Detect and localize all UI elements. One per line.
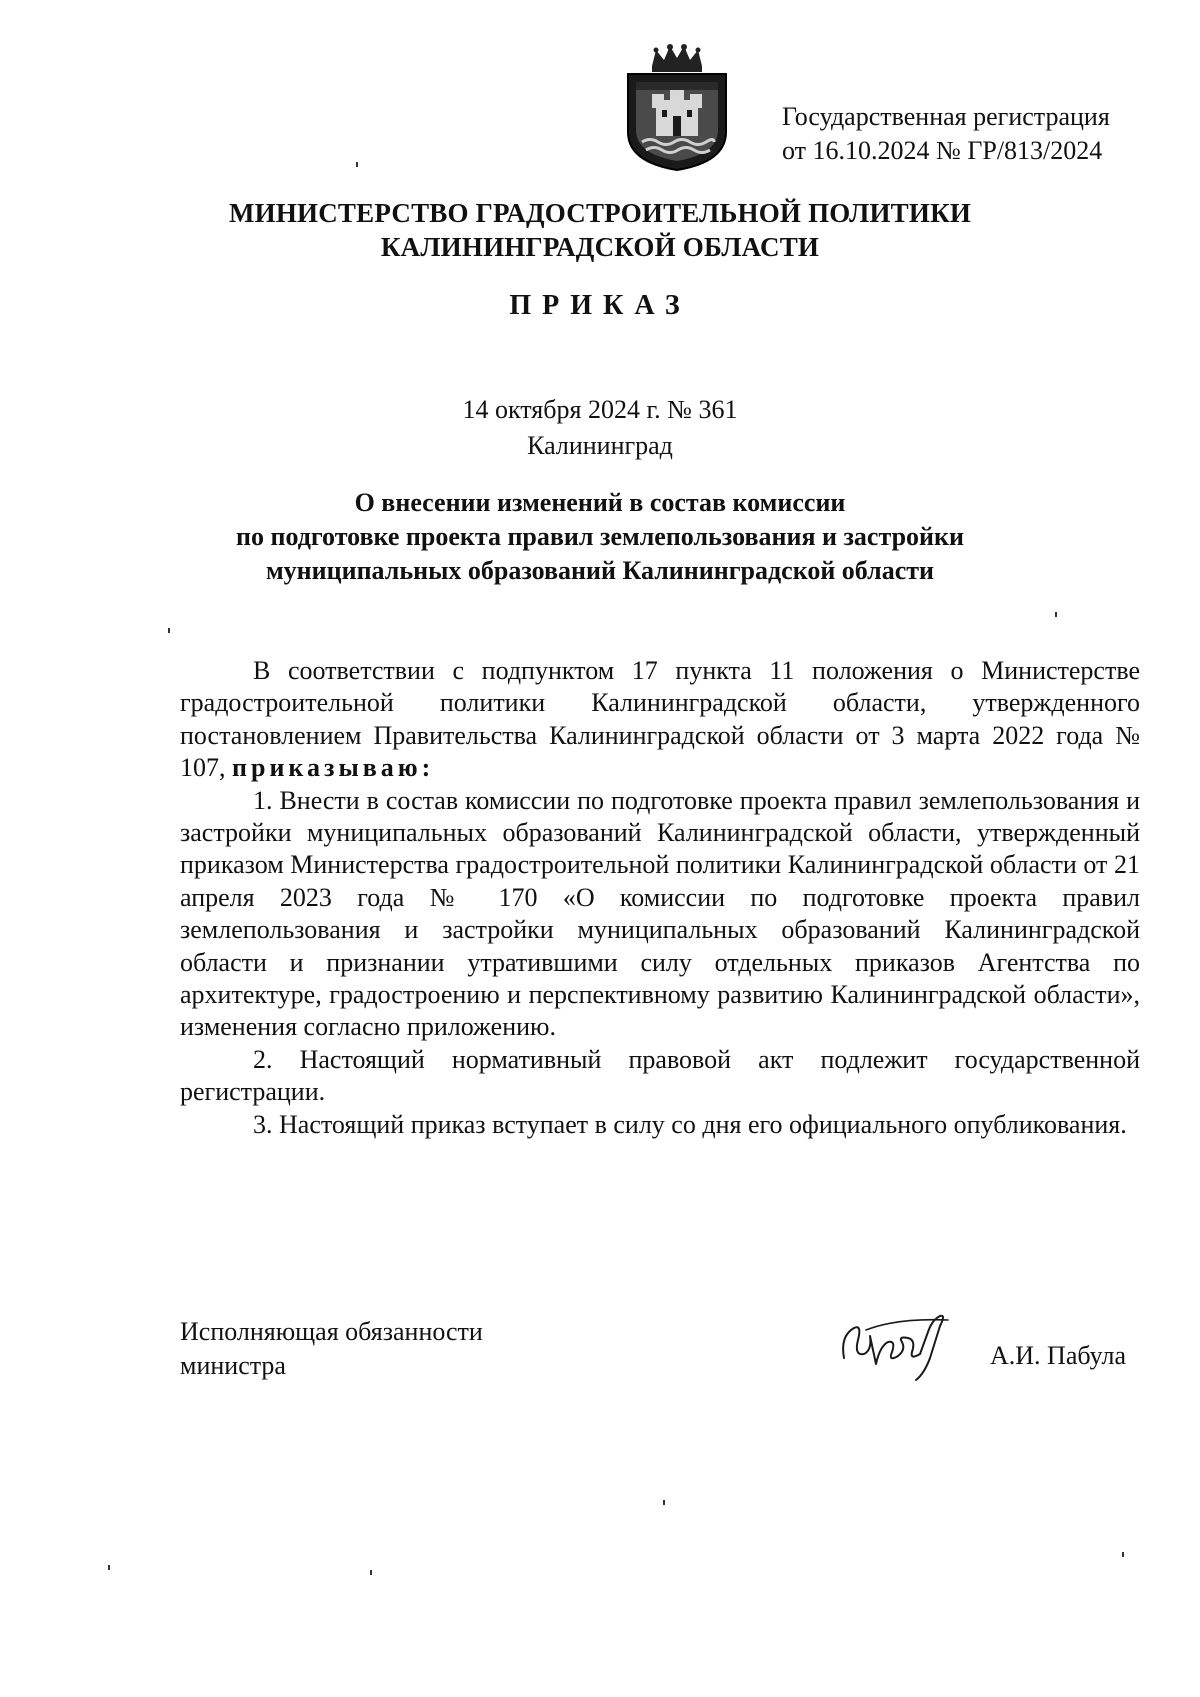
order-item-1: 1. Внести в состав комиссии по подготовке проекта правил землепользования и застройки муниципальных образований Калининградской области, утвержденный приказом Министерства градостроительной политики Калининградской области от 21 апреля 2023 года № 170 «О комиссии по подготовке проекта правил землепользования и застройки муниципальных образований Калининградской области и признании утратившими силу отдельных приказов Агентства по архитектуре, градостроению и перспективному развитию Калининградской области», изменения согласно приложению. bbox=[180, 785, 1140, 1042]
ministry-title bbox=[0, 196, 1200, 264]
preamble-paragraph bbox=[180, 655, 1140, 785]
document-type-heading: ПРИКАЗ bbox=[509, 290, 691, 321]
order-item-3: 3. Настоящий приказ вступает в силу со дня его официального опубликования. bbox=[253, 1109, 1127, 1139]
signatory-position bbox=[180, 1315, 600, 1383]
scan-speck bbox=[370, 1570, 372, 1575]
scan-speck bbox=[356, 162, 358, 167]
coat-of-arms-icon bbox=[622, 44, 732, 172]
order-date-block bbox=[0, 392, 1200, 464]
scan-speck bbox=[1055, 612, 1057, 617]
ministry-title-line-1: МИНИСТЕРСТВО ГРАДОСТРОИТЕЛЬНОЙ ПОЛИТИКИ bbox=[228, 198, 972, 228]
order-item-2: 2. Настоящий нормативный правовой акт подлежит государственной регистрации. bbox=[180, 1044, 1140, 1107]
signatory-name: А.И. Пабула bbox=[990, 1341, 1126, 1370]
order-body bbox=[180, 655, 1140, 1141]
signatory-position-line-2: министра bbox=[180, 1351, 286, 1380]
subject-line-2: по подготовке проекта правил землепользования и застройки bbox=[236, 522, 964, 551]
state-registration-stamp bbox=[782, 100, 1162, 168]
scan-speck bbox=[663, 1500, 665, 1505]
order-verb: приказываю: bbox=[232, 753, 435, 783]
subject-line-1: О внесении изменений в состав комиссии bbox=[354, 488, 846, 517]
handwritten-signature bbox=[836, 1306, 956, 1382]
signatory-position-line-1: Исполняющая обязанности bbox=[180, 1317, 483, 1346]
registration-line-2: от 16.10.2024 № ГР/813/2024 bbox=[782, 136, 1103, 165]
order-subject bbox=[0, 486, 1200, 588]
subject-line-3: муниципальных образований Калининградской области bbox=[265, 556, 935, 585]
scan-speck bbox=[108, 1565, 110, 1570]
scan-speck bbox=[168, 628, 170, 633]
order-city: Калининград bbox=[527, 431, 673, 460]
registration-line-1: Государственная регистрация bbox=[782, 102, 1110, 131]
order-date-number: 14 октября 2024 г. № 361 bbox=[462, 395, 738, 424]
preamble-text: В соответствии с подпунктом 17 пункта 11 положения о Министерстве градостроительной политики Калининградской области, утвержденного постановлением Правительства Калининградской области от 3 марта 2022 года № 107, bbox=[180, 656, 1140, 783]
scan-speck bbox=[1122, 1552, 1124, 1557]
ministry-title-line-2: КАЛИНИНГРАДСКОЙ ОБЛАСТИ bbox=[380, 232, 820, 262]
